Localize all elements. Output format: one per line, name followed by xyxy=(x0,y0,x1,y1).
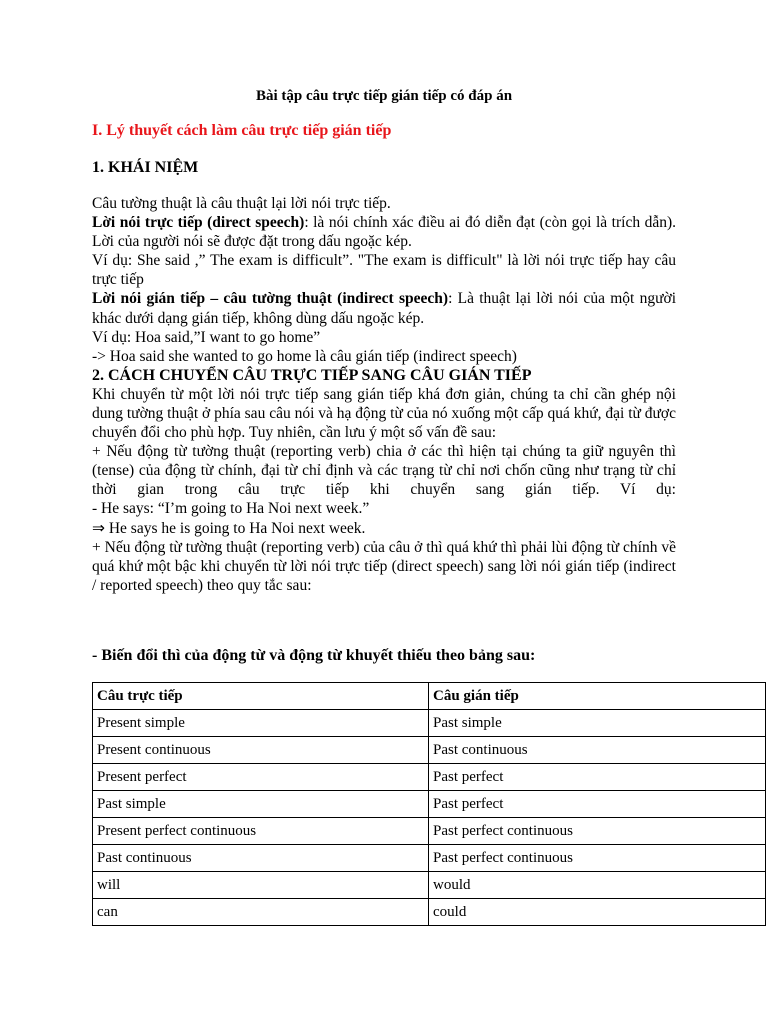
tense-conversion-table xyxy=(92,682,766,926)
paragraph: + Nếu động từ tường thuật (reporting verb) chia ở các thì hiện tại chúng ta giữ nguyên thì (tense) của động từ chính, đại từ chỉ định và các trạng từ chỉ nơi chốn cũng như trạng từ chỉ thời gian trong câu trực tiếp khi chuyển sang gián tiếp. Ví dụ: xyxy=(92,443,676,499)
table-row xyxy=(93,737,766,764)
body-text xyxy=(92,194,676,595)
column-header: Câu gián tiếp xyxy=(429,683,766,710)
table-row xyxy=(93,872,766,899)
table-cell: Past simple xyxy=(429,710,766,737)
table-row xyxy=(93,899,766,926)
table-cell: Past perfect xyxy=(429,791,766,818)
term-definition: : Là thuật lại lời nói của một người khác dưới dạng gián tiếp, không dùng dấu ngoặc kép. xyxy=(92,290,676,327)
example-line: ⇒ He says he is going to Ha Noi next week. xyxy=(92,519,366,537)
term-indirect-speech: Lời nói gián tiếp – câu tường thuật (indirect speech) xyxy=(92,290,449,308)
table-row xyxy=(93,845,766,872)
table-cell: Present simple xyxy=(93,710,429,737)
table-cell: could xyxy=(429,899,766,926)
table-cell: can xyxy=(93,899,429,926)
term-direct-speech: Lời nói trực tiếp (direct speech) xyxy=(92,214,305,232)
document-title: Bài tập câu trực tiếp gián tiếp có đáp án xyxy=(255,88,513,104)
paragraph: -> Hoa said she wanted to go home là câu gián tiếp (indirect speech) xyxy=(92,347,517,365)
paragraph xyxy=(92,289,676,327)
table-row xyxy=(93,818,766,845)
paragraph xyxy=(92,213,676,251)
table-row xyxy=(93,791,766,818)
term-definition: : là nói chính xác điều ai đó diễn đạt (còn gọi là trích dẫn). Lời của người nói sẽ được đặt trong dấu ngoặc kép. xyxy=(92,214,676,251)
table-cell: Past perfect continuous xyxy=(429,818,766,845)
table-cell: will xyxy=(93,872,429,899)
table-cell: Past perfect xyxy=(429,764,766,791)
table-cell: Present continuous xyxy=(93,737,429,764)
subheading-conversion: 2. CÁCH CHUYỂN CÂU TRỰC TIẾP SANG CÂU GIÁN TIẾP xyxy=(92,366,532,384)
column-header: Câu trực tiếp xyxy=(93,683,429,710)
table-cell: Past perfect continuous xyxy=(429,845,766,872)
paragraph: Khi chuyển từ một lời nói trực tiếp sang gián tiếp khá đơn giản, chúng ta chỉ cần ghép nội dung tường thuật ở phía sau câu nói và hạ động từ của nó xuống một cấp quá khứ, đại từ được chuyển đổi cho phù hợp. Tuy nhiên, cần lưu ý một số vấn đề sau: xyxy=(92,385,677,442)
paragraph: Ví dụ: Hoa said,”I want to go home” xyxy=(92,328,321,346)
table-cell: Past continuous xyxy=(429,737,766,764)
table-cell: Present perfect continuous xyxy=(93,818,429,845)
table-cell: Past simple xyxy=(93,791,429,818)
paragraph: Ví dụ: She said ,” The exam is difficult”. "The exam is difficult" là lời nói trực tiếp hay câu trực tiếp xyxy=(92,252,676,289)
paragraph: + Nếu động từ tường thuật (reporting verb) của câu ở thì quá khứ thì phải lùi động từ chính về quá khứ một bậc khi chuyển từ lời nói trực tiếp (direct speech) sang lời nói gián tiếp (indirect / reported speech) theo quy tắc sau: xyxy=(92,538,676,594)
example-line: - He says: “I’m going to Ha Noi next week.” xyxy=(92,500,370,518)
paragraph: Câu tường thuật là câu thuật lại lời nói trực tiếp. xyxy=(92,195,391,212)
section-heading: I. Lý thuyết cách làm câu trực tiếp gián tiếp xyxy=(92,122,392,139)
table-caption: - Biến đổi thì của động từ và động từ khuyết thiếu theo bảng sau: xyxy=(92,647,536,664)
table-header-row xyxy=(93,683,766,710)
table-cell: would xyxy=(429,872,766,899)
table-cell: Present perfect xyxy=(93,764,429,791)
table-cell: Past continuous xyxy=(93,845,429,872)
table-row xyxy=(93,764,766,791)
subheading-concept: 1. KHÁI NIỆM xyxy=(92,159,199,176)
table-row xyxy=(93,710,766,737)
